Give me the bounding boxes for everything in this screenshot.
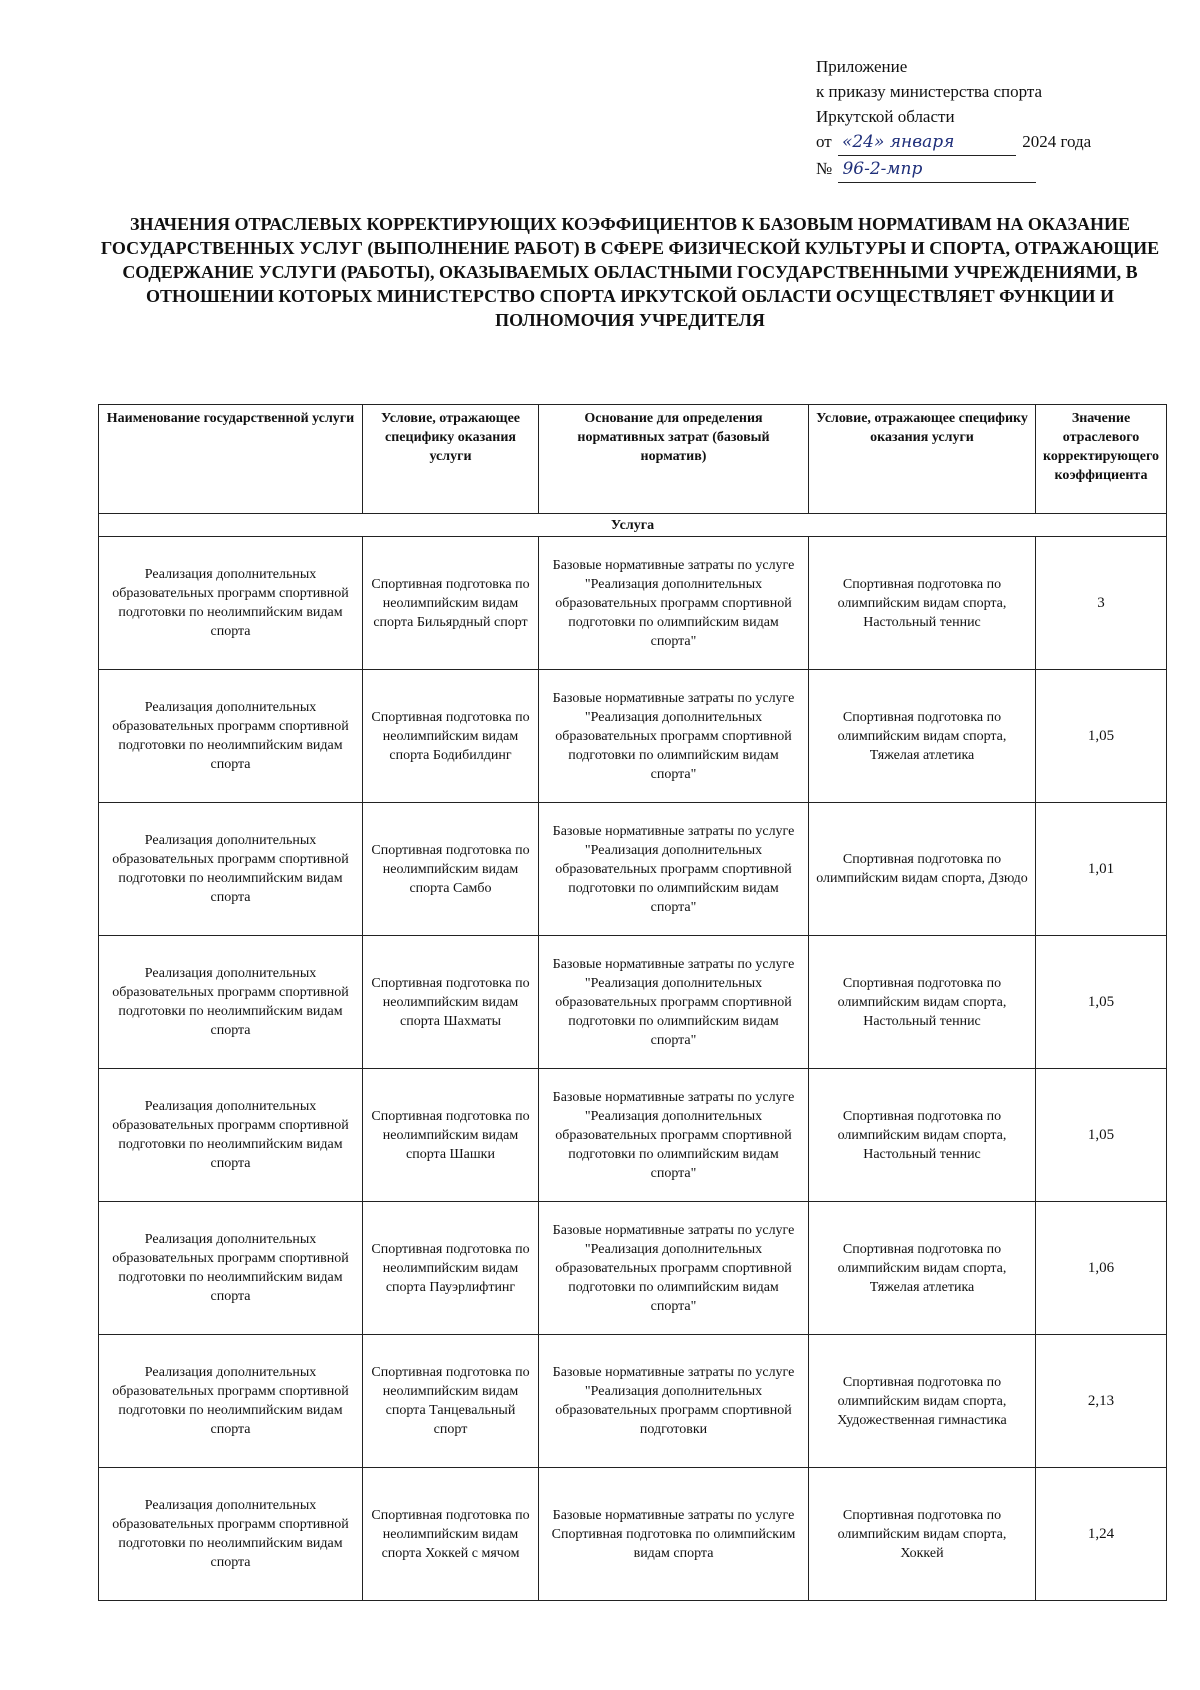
cell-condition: Спортивная подготовка по неолимпийским видам спорта Хоккей с мячом [363, 1468, 539, 1601]
cell-condition-2: Спортивная подготовка по олимпийским видам спорта, Настольный теннис [809, 936, 1036, 1069]
cell-basis: Базовые нормативные затраты по услуге "Реализация дополнительных образовательных программ спортивной подготовки по олимпийским видам спорта" [539, 1069, 809, 1202]
cell-condition-2: Спортивная подготовка по олимпийским видам спорта, Художественная гимнастика [809, 1335, 1036, 1468]
table-row [99, 936, 1167, 1069]
coefficients-table [98, 404, 1167, 1601]
cell-coefficient: 1,05 [1036, 1069, 1167, 1202]
table-row [99, 1335, 1167, 1468]
appendix-line-2: к приказу министерства спорта [816, 82, 1043, 101]
cell-condition-2: Спортивная подготовка по олимпийским видам спорта, Тяжелая атлетика [809, 670, 1036, 803]
appendix-number-line [816, 156, 1146, 183]
section-label: Услуга [99, 514, 1167, 537]
document-title: ЗНАЧЕНИЯ ОТРАСЛЕВЫХ КОРРЕКТИРУЮЩИХ КОЭФФИЦИЕНТОВ К БАЗОВЫМ НОРМАТИВАМ НА ОКАЗАНИЕ ГОСУДАРСТВЕННЫХ УСЛУГ (ВЫПОЛНЕНИЕ РАБОТ) В СФЕРЕ ФИЗИЧЕСКОЙ КУЛЬТУРЫ И СПОРТА, ОТРАЖАЮЩИЕ СОДЕРЖАНИЕ УСЛУГИ (РАБОТЫ), ОКАЗЫВАЕМЫХ ОБЛАСТНЫМИ ГОСУДАРСТВЕННЫМИ УЧРЕЖДЕНИЯМИ, В ОТНОШЕНИИ КОТОРЫХ МИНИСТЕРСТВО СПОРТА ИРКУТСКОЙ ОБЛАСТИ ОСУЩЕСТВЛЯЕТ ФУНКЦИИ И ПОЛНОМОЧИЯ УЧРЕДИТЕЛЯ [100, 214, 1160, 330]
header-service-name: Наименование государственной услуги [99, 405, 363, 514]
header-coefficient: Значение отраслевого корректирующего коэффициента [1036, 405, 1167, 514]
cell-basis: Базовые нормативные затраты по услуге Спортивная подготовка по олимпийским видам спорта [539, 1468, 809, 1601]
header-condition: Условие, отражающее специфику оказания услуги [363, 405, 539, 514]
handwritten-date: «24» января [838, 130, 1016, 156]
cell-condition: Спортивная подготовка по неолимпийским видам спорта Пауэрлифтинг [363, 1202, 539, 1335]
cell-service-name: Реализация дополнительных образовательных программ спортивной подготовки по неолимпийским видам спорта [99, 1069, 363, 1202]
cell-coefficient: 1,24 [1036, 1468, 1167, 1601]
table-row [99, 670, 1167, 803]
appendix-header [816, 54, 1146, 183]
table-row [99, 1069, 1167, 1202]
cell-basis: Базовые нормативные затраты по услуге "Реализация дополнительных образовательных программ спортивной подготовки по олимпийским видам спорта" [539, 936, 809, 1069]
cell-condition: Спортивная подготовка по неолимпийским видам спорта Танцевальный спорт [363, 1335, 539, 1468]
cell-condition-2: Спортивная подготовка по олимпийским видам спорта, Хоккей [809, 1468, 1036, 1601]
cell-condition-2: Спортивная подготовка по олимпийским видам спорта, Дзюдо [809, 803, 1036, 936]
cell-condition: Спортивная подготовка по неолимпийским видам спорта Шахматы [363, 936, 539, 1069]
cell-coefficient: 1,01 [1036, 803, 1167, 936]
cell-service-name: Реализация дополнительных образовательных программ спортивной подготовки по неолимпийским видам спорта [99, 803, 363, 936]
cell-service-name: Реализация дополнительных образовательных программ спортивной подготовки по неолимпийским видам спорта [99, 1335, 363, 1468]
cell-coefficient: 1,06 [1036, 1202, 1167, 1335]
table-row [99, 1468, 1167, 1601]
date-suffix: 2024 года [1022, 132, 1092, 151]
cell-basis: Базовые нормативные затраты по услуге "Реализация дополнительных образовательных программ спортивной подготовки по олимпийским видам спорта" [539, 670, 809, 803]
header-basis: Основание для определения нормативных затрат (базовый норматив) [539, 405, 809, 514]
cell-basis: Базовые нормативные затраты по услуге "Реализация дополнительных образовательных программ спортивной подготовки по олимпийским видам спорта" [539, 537, 809, 670]
date-prefix: от [816, 132, 832, 151]
cell-condition-2: Спортивная подготовка по олимпийским видам спорта, Настольный теннис [809, 537, 1036, 670]
cell-condition-2: Спортивная подготовка по олимпийским видам спорта, Тяжелая атлетика [809, 1202, 1036, 1335]
cell-coefficient: 1,05 [1036, 936, 1167, 1069]
table-row [99, 1202, 1167, 1335]
table-row [99, 803, 1167, 936]
header-condition-2: Условие, отражающее специфику оказания услуги [809, 405, 1036, 514]
table-body [99, 514, 1167, 1601]
cell-service-name: Реализация дополнительных образовательных программ спортивной подготовки по неолимпийским видам спорта [99, 936, 363, 1069]
section-row [99, 514, 1167, 537]
cell-coefficient: 1,05 [1036, 670, 1167, 803]
handwritten-number: 96-2-мпр [838, 157, 1036, 183]
cell-condition: Спортивная подготовка по неолимпийским видам спорта Шашки [363, 1069, 539, 1202]
cell-basis: Базовые нормативные затраты по услуге "Реализация дополнительных образовательных программ спортивной подготовки по олимпийским видам спорта" [539, 1202, 809, 1335]
cell-coefficient: 3 [1036, 537, 1167, 670]
table-header-row [99, 405, 1167, 514]
cell-basis: Базовые нормативные затраты по услуге "Реализация дополнительных образовательных программ спортивной подготовки по олимпийским видам спорта" [539, 803, 809, 936]
cell-condition: Спортивная подготовка по неолимпийским видам спорта Самбо [363, 803, 539, 936]
cell-condition-2: Спортивная подготовка по олимпийским видам спорта, Настольный теннис [809, 1069, 1036, 1202]
table-row [99, 537, 1167, 670]
cell-service-name: Реализация дополнительных образовательных программ спортивной подготовки по неолимпийским видам спорта [99, 537, 363, 670]
appendix-line-3: Иркутской области [816, 107, 955, 126]
cell-service-name: Реализация дополнительных образовательных программ спортивной подготовки по неолимпийским видам спорта [99, 1202, 363, 1335]
cell-condition: Спортивная подготовка по неолимпийским видам спорта Бильярдный спорт [363, 537, 539, 670]
cell-coefficient: 2,13 [1036, 1335, 1167, 1468]
appendix-date-line [816, 129, 1146, 156]
cell-basis: Базовые нормативные затраты по услуге "Реализация дополнительных образовательных программ спортивной подготовки [539, 1335, 809, 1468]
number-prefix: № [816, 159, 833, 178]
cell-service-name: Реализация дополнительных образовательных программ спортивной подготовки по неолимпийским видам спорта [99, 1468, 363, 1601]
cell-service-name: Реализация дополнительных образовательных программ спортивной подготовки по неолимпийским видам спорта [99, 670, 363, 803]
cell-condition: Спортивная подготовка по неолимпийским видам спорта Бодибилдинг [363, 670, 539, 803]
appendix-line-1: Приложение [816, 57, 908, 76]
